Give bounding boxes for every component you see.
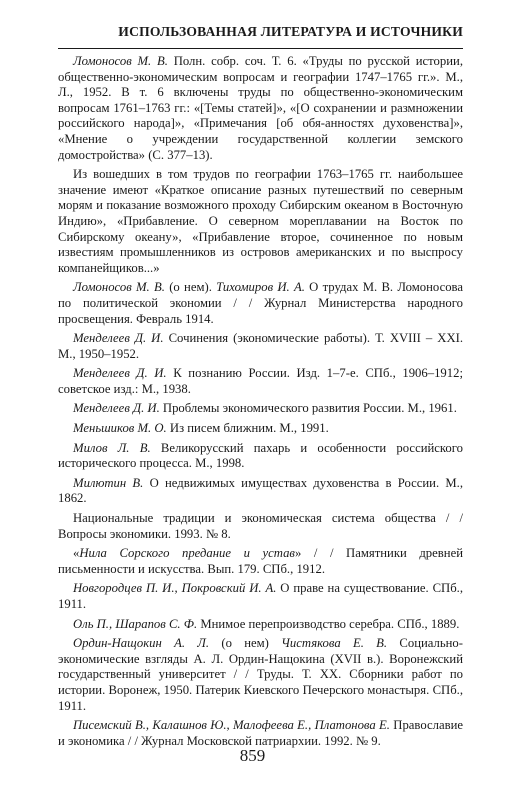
- entry-author: Писемский В., Калашнов Ю., Малофеева Е., Платонова Е.: [73, 718, 390, 733]
- entry-text: (о нем).: [164, 280, 217, 295]
- entry-text: Из писем ближним. М., 1991.: [166, 421, 329, 436]
- bibliography-entry: [58, 636, 463, 714]
- page-number: 859: [239, 746, 266, 765]
- bibliography-entry: [58, 441, 463, 472]
- bibliography-list: [58, 54, 463, 753]
- entry-author: Милов Л. В.: [73, 440, 151, 455]
- entry-text: Национальные традиции и экономическая система общества / / Вопросы экономики. 1993. № 8.: [58, 511, 463, 541]
- bibliography-entry: [58, 167, 463, 276]
- bibliography-entry: [58, 421, 463, 437]
- bibliography-entry: [58, 331, 463, 362]
- entry-text: О трудах М. В. Ломоносова по политической экономии / / Журнал Министерства народного просвещения. Февраль 1914.: [58, 280, 464, 326]
- entry-text: Проблемы экономического развития России. М., 1961.: [159, 401, 457, 416]
- entry-text: Сочинения (экономические работы). Т. XVIII – XXI. М., 1950–1952.: [58, 331, 464, 361]
- entry-author: Тихомиров И. А.: [216, 280, 305, 295]
- entry-author: Милютин В.: [73, 475, 144, 490]
- entry-author: Нила Сорского предание и устав: [79, 546, 295, 561]
- bibliography-entry: [58, 718, 463, 749]
- entry-text: (о нем): [209, 636, 282, 651]
- entry-text: К познанию России. Изд. 1–7-е. СПб., 1906–1912; советское изд.: М., 1938.: [58, 366, 463, 396]
- entry-text: О праве на существование. СПб., 1911.: [58, 581, 463, 611]
- entry-text: «: [73, 546, 80, 561]
- entry-author: Менделеев Д. И.: [73, 331, 164, 346]
- bibliography-entry: [58, 617, 463, 633]
- entry-text: Из вошедших в том трудов по географии 1763–1765 гг. наибольшее значение имеют «Краткое описание разных путешествий по северным морям и показание возможного проходу Сибирским океаном в Восточную Индию», «Прибавление. О северном мореплавании на Восток по Сибирскому океану», «Прибавление второе, сочиненное по новым известиям промышленников из островов американских и по выспросу компанейщиков...»: [58, 167, 463, 275]
- bibliography-entry: [58, 366, 463, 397]
- entry-author: Оль П., Шарапов С. Ф.: [73, 616, 198, 631]
- entry-author: Чистякова Е. В.: [281, 636, 388, 651]
- entry-author: Менделеев Д. И.: [73, 401, 160, 416]
- entry-text: Великорусский пахарь и особенности российского исторического процесса. М., 1998.: [58, 440, 464, 471]
- entry-author: Менделеев Д. И.: [73, 366, 167, 381]
- bibliography-entry: [58, 511, 463, 542]
- entry-author: Ломоносов М. В.: [73, 280, 165, 295]
- header-rule: [58, 48, 463, 49]
- entry-text: Православие и экономика / / Журнал Московской патриархии. 1992. № 9.: [58, 718, 463, 748]
- bibliography-entry: [58, 581, 463, 612]
- entry-author: Меньшиков М. О.: [73, 421, 167, 436]
- bibliography-entry: [58, 546, 463, 577]
- running-header: ИСПОЛЬЗОВАННАЯ ЛИТЕРАТУРА И ИСТОЧНИКИ: [118, 24, 463, 39]
- entry-text: Мнимое перепроизводство серебра. СПб., 1889.: [197, 616, 460, 631]
- bibliography-entry: [58, 54, 463, 163]
- entry-text: Полн. собр. соч. Т. 6. «Труды по русской истории, общественно-экономическим вопросам и географии 1747–1765 гг.». М., Л., 1952. В т. 6 включены труды по общественно-экономическим вопросам 1761–1763 гг.: «[Темы статей]», «[О сохранении и размножении российского народа]», «Примечания [об обя-анностях духовенства]», «Мнение о учреждении государственной коллегии земского домостройства» (С. 377–13).: [58, 54, 463, 162]
- entry-author: Ордин-Нащокин А. Л.: [73, 636, 210, 651]
- bibliography-entry: [58, 401, 463, 417]
- bibliography-entry: [58, 280, 463, 327]
- entry-text: » / / Памятники древней письменности и искусства. Вып. 179. СПб., 1912.: [58, 546, 463, 576]
- entry-author: Новгородцев П. И., Покровский И. А.: [73, 581, 277, 596]
- entry-text: Социально-экономические взгляды А. Л. Ордин-Нащокина (XVII в.). Воронежский государственный университет / / Труды. Т. XX. Сборники работ по истории. Воронеж, 1950. Патерик Киевского Печерского монастыря. СПб., 1911.: [58, 636, 463, 713]
- bibliography-entry: [58, 476, 463, 507]
- entry-text: О недвижимых имуществах духовенства в России. М., 1862.: [58, 475, 463, 506]
- entry-author: Ломоносов М. В.: [73, 54, 168, 68]
